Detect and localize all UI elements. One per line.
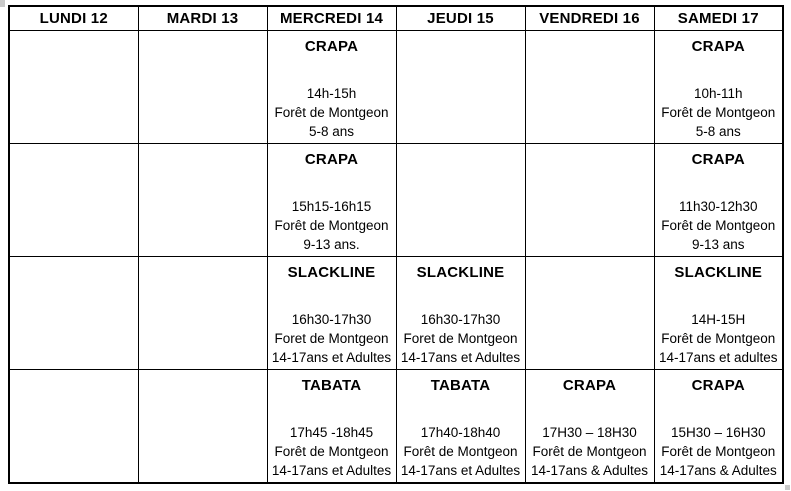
activity-time: 16h30-17h30 [291, 312, 372, 327]
activity-title [526, 38, 654, 57]
activity-place: Forêt de Montgeon [661, 105, 776, 120]
activity-place: Forêt de Montgeon [661, 331, 776, 346]
activity-title [139, 264, 267, 283]
activity-details [655, 84, 783, 141]
schedule-cell [654, 257, 783, 370]
day-header-lundi: LUNDI 12 [9, 6, 138, 31]
header-row [9, 6, 783, 31]
schedule-cell [138, 144, 267, 257]
activity-ages: 14-17ans et adultes [658, 350, 778, 365]
activity-time: 10h-11h [693, 86, 743, 101]
day-header-mercredi: MERCREDI 14 [267, 6, 396, 31]
day-header-jeudi: JEUDI 15 [396, 6, 525, 31]
activity-time: 14H-15H [691, 312, 746, 327]
schedule-cell [138, 257, 267, 370]
schedule-row [9, 31, 783, 144]
activity-place: Foret de Montgeon [403, 331, 518, 346]
day-header-samedi: SAMEDI 17 [654, 6, 783, 31]
day-header-vendredi: VENDREDI 16 [525, 6, 654, 31]
activity-title [397, 38, 525, 57]
activity-time: 17h40-18h40 [420, 425, 501, 440]
schedule-cell [525, 144, 654, 257]
schedule-row [9, 370, 783, 484]
activity-time: 17h45 -18h45 [289, 425, 374, 440]
schedule-cell [267, 370, 396, 484]
activity-title [526, 264, 654, 283]
activity-place: Forêt de Montgeon [274, 218, 389, 233]
activity-ages: 14-17ans et Adultes [271, 350, 392, 365]
activity-title [139, 151, 267, 170]
activity-place: Forêt de Montgeon [661, 218, 776, 233]
activity-title [10, 38, 138, 57]
schedule-cell [9, 31, 138, 144]
activity-title: TABATA [430, 377, 491, 394]
activity-details [526, 423, 654, 480]
activity-ages: 5-8 ans [308, 124, 355, 139]
activity-title [139, 38, 267, 57]
schedule-cell [396, 31, 525, 144]
activity-time: 16h30-17h30 [420, 312, 501, 327]
activity-title: CRAPA [562, 377, 617, 394]
activity-place: Forêt de Montgeon [274, 444, 389, 459]
activity-details [268, 310, 396, 367]
activity-title: SLACKLINE [287, 264, 376, 281]
activity-details [268, 423, 396, 480]
scan-artifact [0, 0, 5, 7]
activity-title: CRAPA [691, 38, 745, 55]
activity-ages: 14-17ans & Adultes [659, 463, 777, 478]
activity-ages: 14-17ans et Adultes [400, 463, 521, 478]
schedule-cell [396, 370, 525, 484]
activity-title: CRAPA [691, 377, 745, 394]
weekly-schedule-table [8, 5, 784, 484]
activity-title [526, 151, 654, 170]
day-header-mardi: MARDI 13 [138, 6, 267, 31]
activity-time: 15h15-16h15 [291, 199, 372, 214]
activity-time: 15H30 – 16H30 [670, 425, 766, 440]
schedule-cell [138, 31, 267, 144]
schedule-row [9, 257, 783, 370]
activity-title [10, 377, 138, 396]
activity-ages: 14-17ans et Adultes [271, 463, 392, 478]
schedule-cell [267, 31, 396, 144]
activity-title [10, 264, 138, 283]
schedule-cell [9, 257, 138, 370]
activity-details [655, 197, 783, 254]
activity-title: CRAPA [691, 151, 745, 168]
schedule-cell [525, 257, 654, 370]
schedule-cell [525, 31, 654, 144]
activity-ages: 9-13 ans. [303, 237, 360, 252]
activity-place: Foret de Montgeon [274, 331, 389, 346]
activity-title: CRAPA [304, 151, 359, 168]
activity-ages: 9-13 ans [691, 237, 745, 252]
activity-title: SLACKLINE [416, 264, 505, 281]
schedule-cell [267, 257, 396, 370]
activity-place: Forêt de Montgeon [532, 444, 647, 459]
activity-title: CRAPA [304, 38, 359, 55]
activity-details [268, 197, 396, 254]
schedule-cell [396, 144, 525, 257]
activity-ages: 5-8 ans [695, 124, 741, 139]
schedule-row [9, 144, 783, 257]
activity-place: Forêt de Montgeon [661, 444, 776, 459]
schedule-cell [396, 257, 525, 370]
activity-title: TABATA [301, 377, 362, 394]
activity-time: 17H30 – 18H30 [542, 425, 637, 440]
activity-title: SLACKLINE [674, 264, 763, 281]
activity-ages: 14-17ans & Adultes [530, 463, 649, 478]
activity-place: Forêt de Montgeon [274, 105, 389, 120]
activity-title [139, 377, 267, 396]
schedule-cell [9, 370, 138, 484]
activity-title [10, 151, 138, 170]
activity-details [268, 84, 396, 141]
schedule-cell [267, 144, 396, 257]
activity-time: 11h30-12h30 [678, 199, 758, 214]
activity-details [397, 423, 525, 480]
schedule-cell [525, 370, 654, 484]
activity-details [397, 310, 525, 367]
activity-details [655, 310, 783, 367]
activity-ages: 14-17ans et Adultes [400, 350, 521, 365]
schedule-cell [654, 31, 783, 144]
scan-artifact [785, 485, 790, 490]
schedule-cell [138, 370, 267, 484]
activity-details [655, 423, 783, 480]
schedule-cell [9, 144, 138, 257]
activity-place: Forêt de Montgeon [403, 444, 518, 459]
schedule-cell [654, 144, 783, 257]
schedule-cell [654, 370, 783, 484]
activity-title [397, 151, 525, 170]
activity-time: 14h-15h [306, 86, 357, 101]
